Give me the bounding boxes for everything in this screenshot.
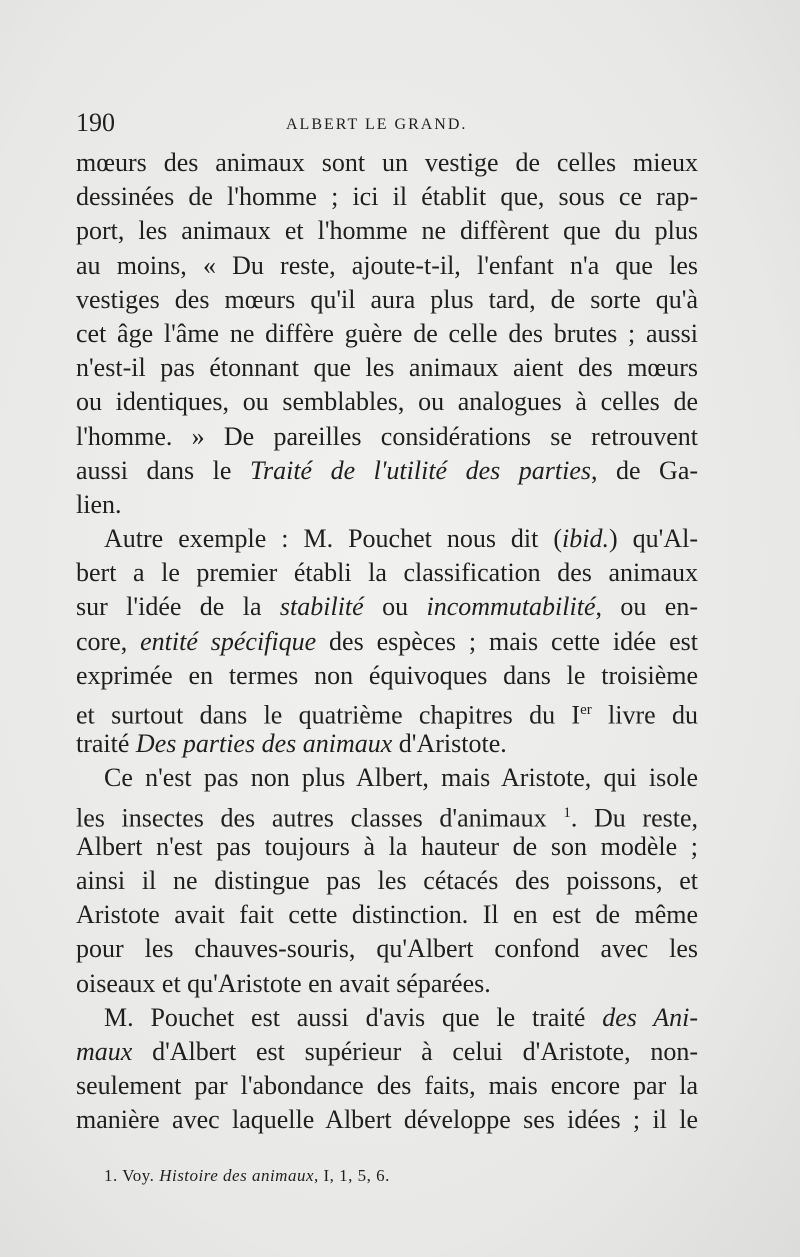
text-segment: manière avec laquelle Albert développe ses idées ; il le — [76, 1105, 698, 1135]
text-segment: livre du — [591, 700, 698, 730]
text-line — [76, 249, 698, 283]
text-line — [76, 454, 698, 488]
text-segment: ou identiques, ou semblables, ou analogues à celles de — [76, 387, 698, 417]
running-title: ALBERT LE GRAND. — [286, 116, 468, 133]
text-line — [76, 1035, 698, 1069]
text-line — [76, 625, 698, 659]
paragraph-1 — [76, 146, 698, 522]
text-segment: et surtout dans le quatrième chapitres du I — [76, 700, 581, 730]
text-segment: seulement par l'abondance des faits, mais encore par la — [76, 1071, 698, 1101]
superscript: er — [580, 702, 592, 718]
italic-term: entité spécifique — [140, 626, 317, 656]
text-segment: , de Ga- — [590, 455, 699, 485]
paragraph-2 — [76, 522, 698, 761]
paragraph-4 — [76, 1001, 698, 1138]
text-segment: Albert n'est pas toujours à la hauteur de son modèle ; — [76, 831, 698, 861]
text-line — [76, 796, 698, 833]
text-segment: Aristote avait fait cette distinction. Il en est de même — [76, 900, 698, 930]
text-line — [76, 659, 698, 693]
text-segment: vestiges des mœurs qu'il aura plus tard, de sorte qu'à — [76, 284, 698, 314]
text-line — [76, 522, 698, 556]
text-segment: lien. — [76, 489, 122, 519]
text-segment: sur l'idée de la — [76, 592, 280, 622]
text-segment: d'Albert est supérieur à celui d'Aristote, non- — [132, 1036, 698, 1066]
text-segment: M. Pouchet est aussi d'avis que le traité — [104, 1002, 603, 1032]
text-line — [76, 146, 698, 180]
text-line — [76, 864, 698, 898]
text-line — [76, 385, 698, 419]
text-line — [76, 180, 698, 214]
text-segment: au moins, « Du reste, ajoute-t-il, l'enfant n'a que les — [76, 250, 698, 280]
text-segment: d'Aristote. — [392, 729, 507, 759]
footnote — [104, 1166, 390, 1186]
page-number: 190 — [76, 108, 115, 137]
paragraph-3 — [76, 761, 698, 1000]
text-segment: ainsi il ne distingue pas les cétacés des poissons, et — [76, 865, 698, 895]
text-line — [76, 1069, 698, 1103]
text-segment: l'homme. » De pareilles considérations se retrouvent — [76, 421, 698, 451]
text-segment: dessinées de l'homme ; ici il établit que, sous ce rap- — [76, 182, 698, 212]
text-segment: oiseaux et qu'Aristote en avait séparées. — [76, 968, 491, 998]
italic-term: stabilité — [279, 592, 364, 622]
text-segment: bert a le premier établi la classification des animaux — [76, 558, 698, 588]
italic-ibid: ibid. — [562, 524, 609, 554]
text-line — [76, 1103, 698, 1137]
text-line — [76, 932, 698, 966]
text-line — [76, 693, 698, 730]
text-line — [76, 830, 698, 864]
italic-term: incommutabilité — [426, 592, 596, 622]
text-line — [76, 317, 698, 351]
body-text — [76, 146, 698, 1137]
text-segment: , ou en- — [595, 592, 699, 622]
footnote-title: Histoire des animaux — [159, 1166, 314, 1185]
text-segment: Autre exemple : M. Pouchet nous dit ( — [104, 524, 563, 554]
text-line — [76, 590, 698, 624]
text-line — [76, 898, 698, 932]
italic-title: Des parties des animaux — [135, 729, 393, 759]
text-segment: ) qu'Al- — [608, 524, 698, 554]
italic-title: maux — [76, 1036, 133, 1066]
text-line — [76, 967, 698, 1001]
text-line — [76, 727, 698, 761]
text-segment: ou — [363, 592, 427, 622]
text-line — [76, 214, 698, 248]
text-line — [76, 420, 698, 454]
footnote-marker: 1 — [563, 804, 571, 821]
text-line — [76, 1001, 698, 1035]
text-segment: exprimée en termes non équivoques dans le troisième — [76, 660, 698, 690]
text-line — [76, 283, 698, 317]
footnote-ref: , I, 1, 5, 6. — [314, 1166, 390, 1185]
text-segment: traité — [76, 729, 136, 759]
italic-title: Traité de l'utilité des parties — [249, 455, 591, 485]
text-segment: les insectes des autres classes d'animaux — [76, 803, 564, 833]
text-line — [76, 351, 698, 385]
text-segment: mœurs des animaux sont un vestige de celles mieux — [76, 148, 698, 177]
text-line — [76, 761, 698, 795]
text-segment: core, — [76, 626, 141, 656]
text-segment: aussi dans le — [76, 455, 250, 485]
text-segment: Ce n'est pas non plus Albert, mais Aristote, qui isole — [104, 763, 698, 793]
text-segment: n'est-il pas étonnant que les animaux aient des mœurs — [76, 353, 698, 383]
text-segment: pour les chauves-souris, qu'Albert confond avec les — [76, 934, 698, 964]
text-segment: des espèces ; mais cette idée est — [316, 626, 698, 656]
footnote-number: 1. Voy. — [104, 1166, 155, 1185]
italic-title: des Ani- — [602, 1002, 699, 1032]
text-segment: . Du reste, — [570, 803, 698, 833]
text-line — [76, 488, 698, 522]
text-segment: port, les animaux et l'homme ne diffèrent que du plus — [76, 216, 698, 246]
text-line — [76, 556, 698, 590]
page-header — [76, 108, 696, 144]
text-segment: cet âge l'âme ne diffère guère de celle des brutes ; aussi — [76, 318, 698, 348]
